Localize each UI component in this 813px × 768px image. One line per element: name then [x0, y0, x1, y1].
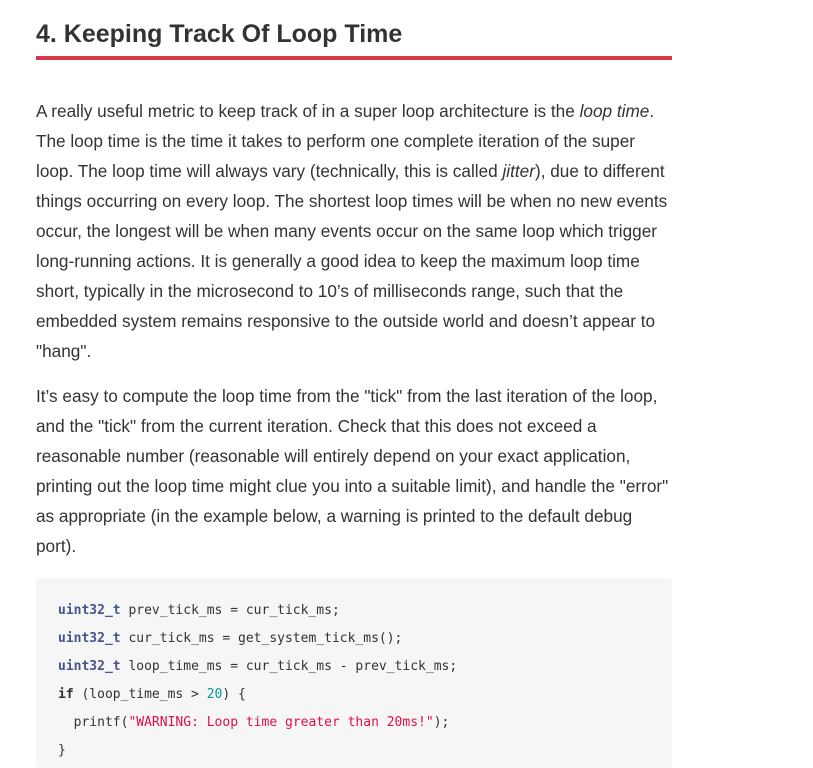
code-line — [58, 601, 340, 621]
code-text: prev_tick_ms = cur_tick_ms; — [120, 603, 340, 618]
code-number: 20 — [206, 687, 223, 702]
code-line — [58, 657, 457, 677]
paragraph-compute-loop-time: It’s easy to compute the loop time from the "tick" from the last iteration of the loop, and the "tick" from the current iteration. Check that this does not exceed a reasonable number (reasonable will entirely depend on your exact application, printing out the loop time might clue you into a suitable limit), and handle the "error" as appropriate (in the example below, a warning is printed to the default debug port). — [36, 386, 669, 556]
emphasis-loop-time: loop time — [579, 101, 650, 121]
code-text: } — [58, 743, 66, 758]
code-line — [58, 713, 449, 733]
code-line — [58, 629, 402, 649]
code-text: (loop_time_ms > — [73, 687, 207, 702]
paragraph-text: ), due to different things occurring on every loop. The shortest loop times will be when no new events occur, the longest will be when many events occur on the same loop which trigger long-running actions. It is generally a good idea to keep the maximum loop time short, typically in the microsecond to 10’s of milliseconds range, such that the embedded system remains responsive to the outside world and doesn’t appear to "hang". — [36, 161, 668, 361]
code-line — [58, 741, 66, 761]
code-block — [36, 578, 672, 768]
code-line — [58, 685, 246, 705]
code-text: ) { — [222, 687, 246, 702]
code-type: uint32_t — [58, 603, 121, 618]
code-keyword: if — [58, 687, 74, 702]
emphasis-jitter: jitter — [502, 161, 535, 181]
code-text: printf( — [58, 715, 129, 730]
code-text: loop_time_ms = cur_tick_ms - prev_tick_ms; — [120, 659, 458, 674]
section-heading: 4. Keeping Track Of Loop Time — [36, 17, 672, 60]
paragraph-loop-time-intro — [36, 96, 676, 366]
code-string: "WARNING: Loop time greater than 20ms!" — [128, 715, 434, 730]
paragraph-text: A really useful metric to keep track of in a super loop architecture is the — [36, 101, 580, 121]
code-text: cur_tick_ms = get_system_tick_ms(); — [120, 631, 403, 646]
code-type: uint32_t — [58, 659, 121, 674]
paragraph-text: . The loop time is the time it takes to perform one complete iteration of the super loop. The loop time will always vary (technically, this is called — [36, 101, 655, 181]
code-text: ); — [433, 715, 450, 730]
code-type: uint32_t — [58, 631, 121, 646]
